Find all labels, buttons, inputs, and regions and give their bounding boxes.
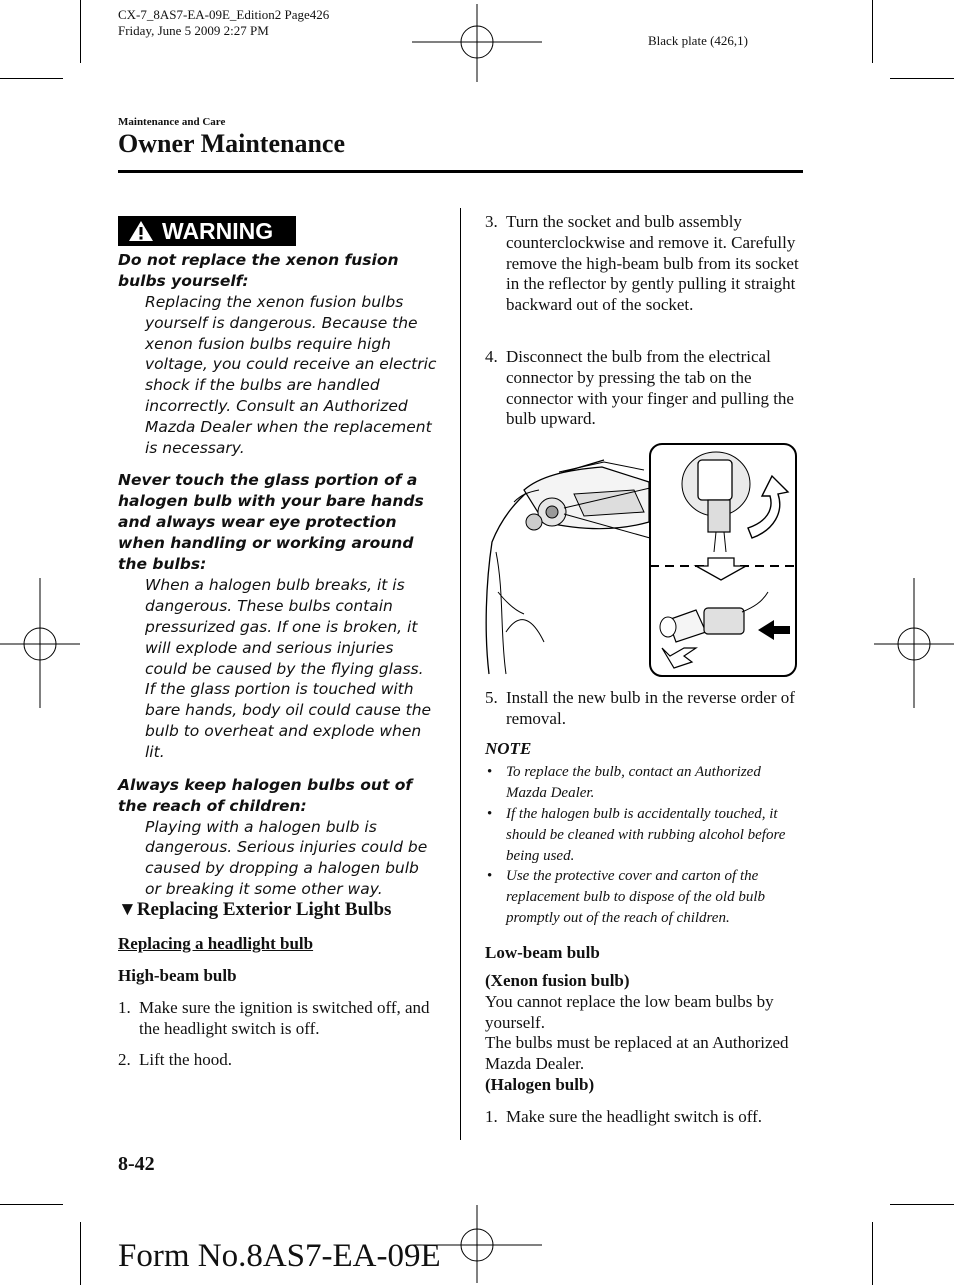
step-item	[485, 212, 803, 316]
step-number: 1.	[485, 1107, 498, 1126]
xenon-text-1: You cannot replace the low beam bulbs by yourself.	[485, 991, 774, 1032]
subsection-title: Replacing Exterior Light Bulbs	[136, 899, 392, 920]
page-number: 8-42	[118, 1153, 155, 1175]
note-item	[485, 762, 803, 804]
bullet-icon: •	[487, 806, 493, 822]
step-text: Turn the socket and bulb assembly counterclockwise and remove it. Carefully remove the high-beam bulb from its socket in the reflector by gently pulling it straight backward out of the socket.	[506, 212, 799, 315]
warning-item	[118, 775, 438, 900]
print-info	[118, 7, 329, 39]
title-rule	[118, 170, 803, 173]
low-beam-title: Low-beam bulb	[485, 943, 600, 962]
step-number: 2.	[118, 1050, 131, 1069]
note-text: To replace the bulb, contact an Authorized Mazda Dealer.	[506, 764, 761, 801]
warning-item	[118, 250, 438, 458]
print-info-line2: Friday, June 5 2009 2:27 PM	[118, 23, 269, 38]
step-number: 1.	[118, 998, 131, 1017]
triangle-down-icon: ▼	[118, 899, 137, 920]
step-number: 5.	[485, 688, 498, 707]
step-item	[118, 1050, 438, 1071]
step-number: 3.	[485, 212, 498, 231]
headlight-bulb-illustration	[484, 442, 800, 678]
step-item	[485, 688, 803, 730]
step-item	[485, 1107, 803, 1128]
step-text: Disconnect the bulb from the electrical connector by pressing the tab on the connector with your finger and pulling the bulb upward.	[506, 347, 794, 429]
note-item	[485, 804, 803, 866]
form-number: Form No.8AS7-EA-09E	[118, 1238, 441, 1274]
registration-mark-left	[0, 578, 80, 708]
warning-item-body: When a halogen bulb breaks, it is dangerous. These bulbs contain pressurized gas. If one is broken, it will explode and serious injuries could be caused by the flying glass. If the glass portion is touched with bare hands, body oil could cause the bulb to overheat and explode when lit.	[145, 576, 432, 761]
high-beam-title: High-beam bulb	[118, 966, 237, 985]
step-item	[118, 998, 438, 1040]
warning-item-head: Never touch the glass portion of a halogen bulb with your bare hands and always wear eye protection when handling or working around the bulbs:	[118, 471, 424, 574]
warning-item	[118, 470, 438, 762]
section-label: Maintenance and Care	[118, 116, 226, 128]
warning-triangle-icon	[128, 220, 154, 242]
page-title: Owner Maintenance	[118, 129, 345, 158]
xenon-title: (Xenon fusion bulb)	[485, 971, 630, 990]
subsection-heading	[118, 899, 391, 921]
bullet-icon: •	[487, 764, 493, 780]
low-beam-xenon	[485, 971, 803, 1096]
step-text: Lift the hood.	[139, 1050, 233, 1069]
halogen-title: (Halogen bulb)	[485, 1074, 595, 1094]
step-number: 4.	[485, 347, 498, 366]
print-info-line1: CX-7_8AS7-EA-09E_Edition2 Page426	[118, 7, 330, 22]
headlight-title: Replacing a headlight bulb	[118, 934, 314, 953]
step-item	[485, 347, 803, 430]
warning-item-head: Always keep halogen bulbs out of the reach of children:	[118, 775, 413, 815]
warning-list	[118, 250, 438, 900]
note-title: NOTE	[485, 739, 532, 758]
warning-label: WARNING	[162, 217, 274, 244]
warning-item-body: Playing with a halogen bulb is dangerous. Serious injuries could be caused by dropping a halogen bulb or breaking it some other way.	[145, 817, 428, 898]
registration-mark-right	[874, 578, 954, 708]
step-text: Make sure the ignition is switched off, and the headlight switch is off.	[139, 998, 430, 1038]
warning-item-body: Replacing the xenon fusion bulbs yourself is dangerous. Because the xenon fusion bulbs require high voltage, you could receive an electric shock if the bulbs are handled incorrectly. Consult an Authorized Mazda Dealer when the replacement is necessary.	[145, 293, 437, 457]
column-divider	[460, 208, 461, 1140]
registration-mark-top	[412, 4, 542, 82]
warning-item-head: Do not replace the xenon fusion bulbs yourself:	[118, 251, 399, 290]
note-text: If the halogen bulb is accidentally touched, it should be cleaned with rubbing alcohol before being used.	[506, 806, 786, 864]
note-text: Use the protective cover and carton of the replacement bulb to dispose of the old bulb promptly out of the reach of children.	[506, 868, 765, 926]
step-text: Make sure the headlight switch is off.	[506, 1107, 763, 1126]
xenon-text-2: The bulbs must be replaced at an Authorized Mazda Dealer.	[485, 1033, 789, 1074]
warning-badge	[118, 216, 296, 246]
step-text: Install the new bulb in the reverse order of removal.	[506, 688, 795, 728]
plate-info: Black plate (426,1)	[648, 33, 748, 48]
bullet-icon: •	[487, 868, 493, 884]
note-item	[485, 866, 803, 928]
